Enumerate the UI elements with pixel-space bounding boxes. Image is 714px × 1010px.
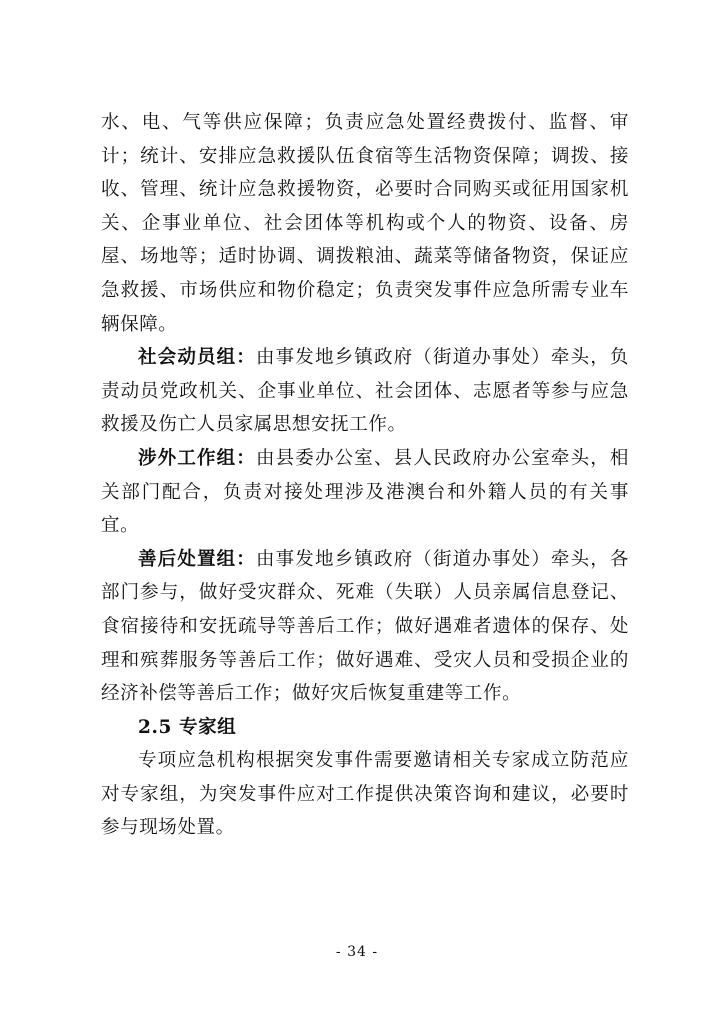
paragraph-foreign-affairs (101, 442, 629, 543)
page-body (101, 106, 629, 845)
paragraph-text: 由县委办公室、县人民政府办公室牵头，相关部门配合，负责对接处理涉及港澳台和外籍人员的有关事宜。 (101, 447, 629, 537)
page-number: - 34 - (335, 944, 379, 960)
paragraph-text: 由事发地乡镇政府（街道办事处）牵头，各部门参与，做好受灾群众、死难（失联）人员亲属信息登记、食宿接待和安抚疏导等善后工作；做好遇难者遗体的保存、处理和殡葬服务等善后工作；做好遇难、受灾人员和受损企业的经济补偿等善后工作；做好灾后恢复重建等工作。 (101, 548, 629, 705)
paragraph-text: 专项应急机构根据突发事件需要邀请相关专家成立防范应对专家组，为突发事件应对工作提供决策咨询和建议，必要时参与现场处置。 (101, 750, 629, 839)
paragraph-text: 由事发地乡镇政府（街道办事处）牵头，负责动员党政机关、企事业单位、社会团体、志愿者等参与应急救援及伤亡人员家属思想安抚工作。 (101, 347, 629, 436)
paragraph-continuation (101, 106, 629, 341)
paragraph-text: 水、电、气等供应保障；负责应急处置经费拨付、监督、审计；统计、安排应急救援队伍食宿等生活物资保障；调拨、接收、管理、统计应急救援物资，必要时合同购买或征用国家机关、企事业单位、社会团体等机构或个人的物资、设备、房屋、场地等；适时协调、调拨粮油、蔬菜等储备物资，保证应急救援、市场供应和物价稳定；负责突发事件应急所需专业车辆保障。 (101, 112, 629, 335)
paragraph-aftermath (101, 543, 629, 711)
paragraph-lead: 涉外工作组： (138, 447, 256, 469)
paragraph-expert-group (101, 744, 629, 845)
paragraph-lead: 社会动员组： (138, 347, 256, 369)
paragraph-lead: 善后处置组： (138, 548, 256, 570)
section-heading: 2.5 专家组 (138, 716, 237, 738)
paragraph-social-mobilization (101, 341, 629, 442)
